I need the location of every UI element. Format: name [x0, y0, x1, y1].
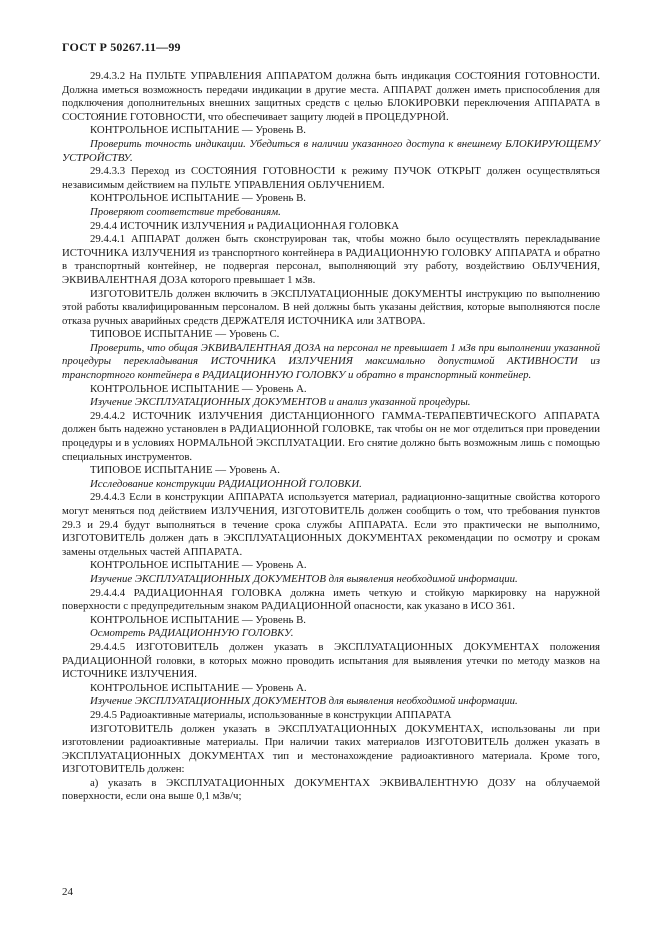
paragraph-29-4-4-2: 29.4.4.2 ИСТОЧНИК ИЗЛУЧЕНИЯ ДИСТАНЦИОННОГО ГАММА-ТЕРАПЕВТИЧЕСКОГО АППАРАТА должен быть надежно установлен в РАДИАЦИОННОЙ ГОЛОВКЕ, так чтобы он не мог отделиться при проведении процедуры и в условиях НОРМАЛЬНОЙ ЭКСПЛУАТАЦИИ. Его снятие должно быть возможным лишь с помощью специальных инструментов. — [62, 409, 600, 463]
standard-header: ГОСТ Р 50267.11—99 — [62, 40, 181, 54]
test-method-text: Изучение ЭКСПЛУАТАЦИОННЫХ ДОКУМЕНТОВ и анализ указанной процедуры. — [90, 396, 471, 409]
paragraph-29-4-3-3: 29.4.3.3 Переход из СОСТОЯНИЯ ГОТОВНОСТИ к режиму ПУЧОК ОТКРЫТ должен осуществляться независимым действием на ПУЛЬТЕ УПРАВЛЕНИЯ ОБЛУЧЕНИЕМ. — [62, 165, 600, 191]
control-test-label: КОНТРОЛЬНОЕ ИСПЫТАНИЕ — Уровень А. — [90, 559, 307, 572]
paragraph-29-4-4-3: 29.4.4.3 Если в конструкции АППАРАТА используется материал, радиационно-защитные свойства которого могут меняться под действием ИЗЛУЧЕНИЯ, ИЗГОТОВИТЕЛЬ должен сообщить о том, что требования пунктов 29.3 и 29.4 будут выполняться в течение срока службы АППАРАТА. Если это практически не выполнимо, ИЗГОТОВИТЕЛЬ должен дать в ЭКСПЛУАТАЦИОННЫХ ДОКУМЕНТАХ рекомендации по осмотру и срокам замены отдельных частей АППАРАТА. — [62, 491, 600, 558]
test-method-text: Исследование конструкции РАДИАЦИОННОЙ ГОЛОВКИ. — [90, 477, 362, 490]
test-method-text: Проверить, что общая ЭКВИВАЛЕНТНАЯ ДОЗА на персонал не превышает 1 мЗв при выполнении указанной процедуры перекладывания ИСТОЧНИКА ИЗЛУЧЕНИЯ максимально допустимой АКТИВНОСТИ из транспортного контейнера в РАДИАЦИОННУЮ ГОЛОВКУ и обратно в транспортный контейнер. — [62, 341, 600, 382]
control-test-label: КОНТРОЛЬНОЕ ИСПЫТАНИЕ — Уровень А. — [90, 681, 307, 694]
section-heading-29-4-4: 29.4.4 ИСТОЧНИК ИЗЛУЧЕНИЯ и РАДИАЦИОННАЯ ГОЛОВКА — [90, 219, 400, 232]
test-method-text: Изучение ЭКСПЛУАТАЦИОННЫХ ДОКУМЕНТОВ для выявления необходимой информации. — [90, 572, 518, 585]
type-test-label: ТИПОВОЕ ИСПЫТАНИЕ — Уровень А. — [90, 464, 280, 477]
control-test-label: КОНТРОЛЬНОЕ ИСПЫТАНИЕ — Уровень В. — [90, 192, 307, 205]
paragraph-29-4-4-4: 29.4.4.4 РАДИАЦИОННАЯ ГОЛОВКА должна иметь четкую и стойкую маркировку на наружной поверхности с предупредительным знаком РАДИАЦИОННОЙ опасности, как указано в ИСО 361. — [62, 586, 600, 613]
control-test-label: КОНТРОЛЬНОЕ ИСПЫТАНИЕ — Уровень А. — [90, 382, 307, 395]
paragraph-radioactive-materials: ИЗГОТОВИТЕЛЬ должен указать в ЭКСПЛУАТАЦИОННЫХ ДОКУМЕНТАХ, использованы ли при изготовлении радиоактивные материалы. При наличии таких материалов ИЗГОТОВИТЕЛЬ должен указать в ЭКСПЛУАТАЦИОННЫХ ДОКУМЕНТАХ тип и местонахождение радиоактивного материала. Кроме того, ИЗГОТОВИТЕЛЬ должен: — [62, 722, 600, 776]
test-method-text: Осмотреть РАДИАЦИОННУЮ ГОЛОВКУ. — [90, 627, 294, 640]
control-test-label: КОНТРОЛЬНОЕ ИСПЫТАНИЕ — Уровень В. — [90, 124, 307, 137]
section-heading-29-4-5: 29.4.5 Радиоактивные материалы, использованные в конструкции АППАРАТА — [90, 708, 452, 721]
document-body — [62, 70, 600, 804]
paragraph-29-4-4-5: 29.4.4.5 ИЗГОТОВИТЕЛЬ должен указать в ЭКСПЛУАТАЦИОННЫХ ДОКУМЕНТАХ положения РАДИАЦИОННОЙ головки, в которых можно проводить испытания для выявления утечки по методу мазков на ИСТОЧНИКЕ ИЗЛУЧЕНИЯ. — [62, 640, 600, 681]
paragraph-manufacturer-instruction: ИЗГОТОВИТЕЛЬ должен включить в ЭКСПЛУАТАЦИОННЫЕ ДОКУМЕНТЫ инструкцию по выполнению этой работы квалифицированным персоналом. В ней должны быть указаны действия, которые выполняются после отказа ручных аварийных средств ДЕРЖАТЕЛЯ ИСТОЧНИКА или ЗАТВОРА. — [62, 287, 600, 327]
list-item-a: а) указать в ЭКСПЛУАТАЦИОННЫХ ДОКУМЕНТАХ ЭКВИВАЛЕНТНУЮ ДОЗУ на облучаемой поверхности, если она выше 0,1 мЗв/ч; — [62, 776, 600, 803]
type-test-label: ТИПОВОЕ ИСПЫТАНИЕ — Уровень С. — [90, 328, 280, 341]
control-test-label: КОНТРОЛЬНОЕ ИСПЫТАНИЕ — Уровень В. — [90, 613, 307, 626]
paragraph-29-4-4-1: 29.4.4.1 АППАРАТ должен быть сконструирован так, чтобы можно было осуществлять перекладывание ИСТОЧНИКА ИЗЛУЧЕНИЯ из транспортного контейнера в РАДИАЦИОННУЮ ГОЛОВКУ АППАРАТА и обратно в транспортный контейнер, не подвергая персонал, выполняющий эту работу, воздействию ОБЛУЧЕНИЯ, ЭКВИВАЛЕНТНАЯ ДОЗА которого превышает 1 мЗв. — [62, 233, 600, 286]
test-method-text: Изучение ЭКСПЛУАТАЦИОННЫХ ДОКУМЕНТОВ для выявления необходимой информации. — [90, 695, 518, 708]
test-method-text: Проверить точность индикации. Убедиться в наличии указанного доступа к внешнему БЛОКИРУЮЩЕМУ УСТРОЙСТВУ. — [62, 137, 600, 164]
paragraph-29-4-3-2: 29.4.3.2 На ПУЛЬТЕ УПРАВЛЕНИЯ АППАРАТОМ должна быть индикация СОСТОЯНИЯ ГОТОВНОСТИ. Должна иметься возможность передачи индикации в другие места. АППАРАТ должен иметь приспособления для подключения дополнительных внешних защитных средств с целью БЛОКИРОВКИ переключения АППАРАТА в СОСТОЯНИЕ ГОТОВНОСТИ, что обеспечивает защиту людей в ПРОЦЕДУРНОЙ. — [62, 70, 600, 123]
page-number: 24 — [62, 886, 73, 898]
test-method-text: Проверяют соответствие требованиям. — [90, 205, 281, 218]
